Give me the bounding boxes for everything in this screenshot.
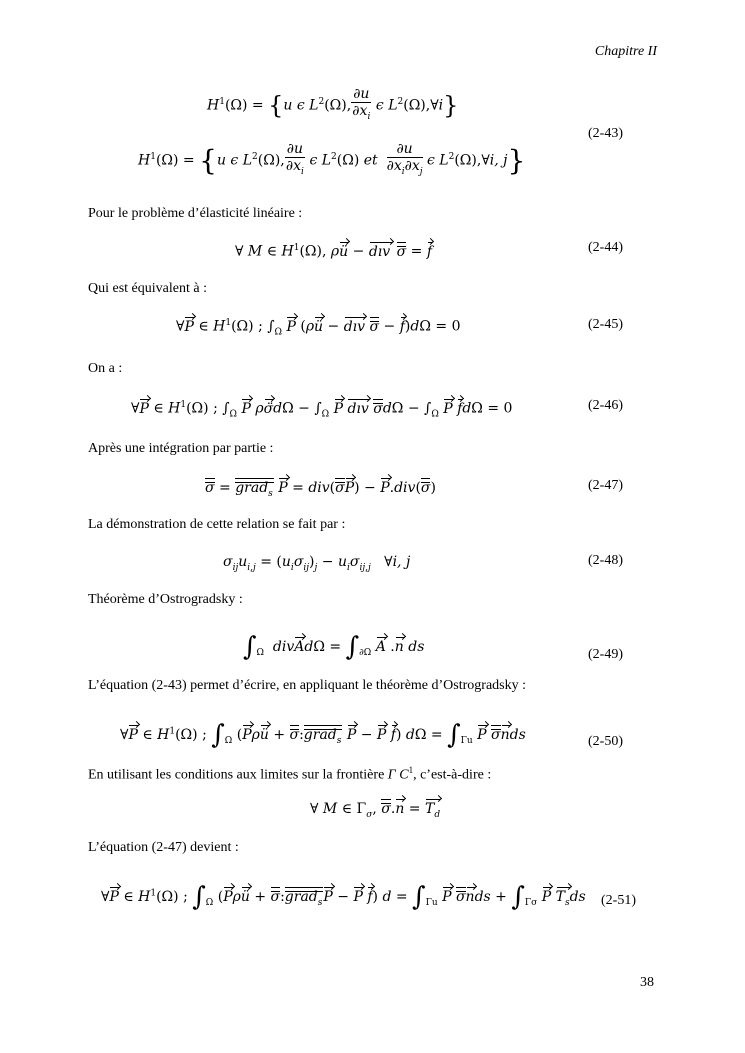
equation-2-43-line2: $H^1(\Omega) = \{u$ ϵ $L^2(\Omega)$, $\frac{\partial u}{\partial x_i}$ ϵ $L^2(\Omega)$ et $\frac{\partial u}{\partial x_i\partial x_j}$ ϵ $L^2(\Omega),\forall i$, j} — [138, 141, 526, 177]
boundary-condition-equation: ∀ M ∈ $\Gamma_\sigma$, $\sigma.n = T_d$ — [310, 801, 441, 820]
equation-number-2-46: (2-46) — [588, 398, 623, 413]
paragraph-1: Pour le problème d’élasticité linéaire : — [88, 206, 303, 221]
equation-number-2-45: (2-45) — [588, 317, 623, 332]
equation-2-45: ∀P ∈ $H^1(\Omega)$ ; $\int_\Omega$ P (ρü − dıv σ − f)dΩ = 0 — [176, 318, 461, 338]
equation-number-2-47: (2-47) — [588, 478, 623, 493]
page-number: 38 — [640, 975, 654, 990]
paragraph-7: L’équation (2-43) permet d’écrire, en appliquant le théorème d’Ostrogradsky : — [88, 678, 526, 693]
paragraph-9: L’équation (2-47) devient : — [88, 840, 239, 855]
equation-number-2-49: (2-49) — [588, 647, 623, 662]
equation-2-51: ∀P ∈ $H^1(\Omega)$ ; $\int_\Omega$ (Pρü + σ:grad$_s$P − P f) $d = \int_{\Gamma u}$ P $\sigma nds + \int_{\Gamma\sigma}$ P $T_sds$ — [101, 882, 586, 912]
equation-2-49: $\int_\Omega$ divAdΩ = $\int_{\partial\Omega}$ A .n ds — [243, 632, 425, 662]
paragraph-2: Qui est équivalent à : — [88, 281, 207, 296]
equation-number-2-51: (2-51) — [601, 893, 636, 908]
paragraph-6: Théorème d’Ostrogradsky : — [88, 592, 243, 607]
chapter-header: Chapitre II — [594, 44, 657, 59]
equation-2-43-line1: $H^1(\Omega) = \{u$ ϵ $L^2(\Omega)$, $\frac{\partial u}{\partial x_i}$ ϵ $L^2(\Omega),\forall i$} — [207, 86, 459, 122]
equation-2-50: ∀P ∈ $H^1(\Omega)$ ; $\int_\Omega$ (Pρü + σ:grad$_s$ P − P f) $d\Omega = \int_{\Gamma u}$ P σnds — [120, 720, 526, 750]
equation-2-48: $\sigma_{ij}u_{i,j} = (u_i\sigma_{ij})_j - u_i\sigma_{ij,j}$ ∀i, j — [223, 554, 411, 573]
equation-2-44: ∀ M ∈ $H^1(\Omega)$, ρü − dıv σ = f — [235, 243, 433, 260]
equation-number-2-50: (2-50) — [588, 734, 623, 749]
equation-2-47: σ = grad$_s$ P = div(σP) − P.div(σ) — [205, 480, 436, 499]
equation-number-2-44: (2-44) — [588, 240, 623, 255]
paragraph-5: La démonstration de cette relation se fait par : — [88, 517, 346, 532]
equation-number-2-43: (2-43) — [588, 126, 623, 141]
paragraph-4: Après une intégration par partie : — [88, 441, 274, 456]
paragraph-8: En utilisant les conditions aux limites sur la frontière Γ $C^1$, c’est-à-dire : — [88, 765, 492, 783]
equation-2-46: ∀P ∈ $H^1(\Omega)$ ; $\int_\Omega$ P ρσ̈dΩ − $\int_\Omega$ P dıv $\sigma d\Omega - \int_\Omega$ P fdΩ = 0 — [131, 400, 513, 420]
paragraph-3: On a : — [88, 361, 123, 376]
equation-number-2-48: (2-48) — [588, 553, 623, 568]
